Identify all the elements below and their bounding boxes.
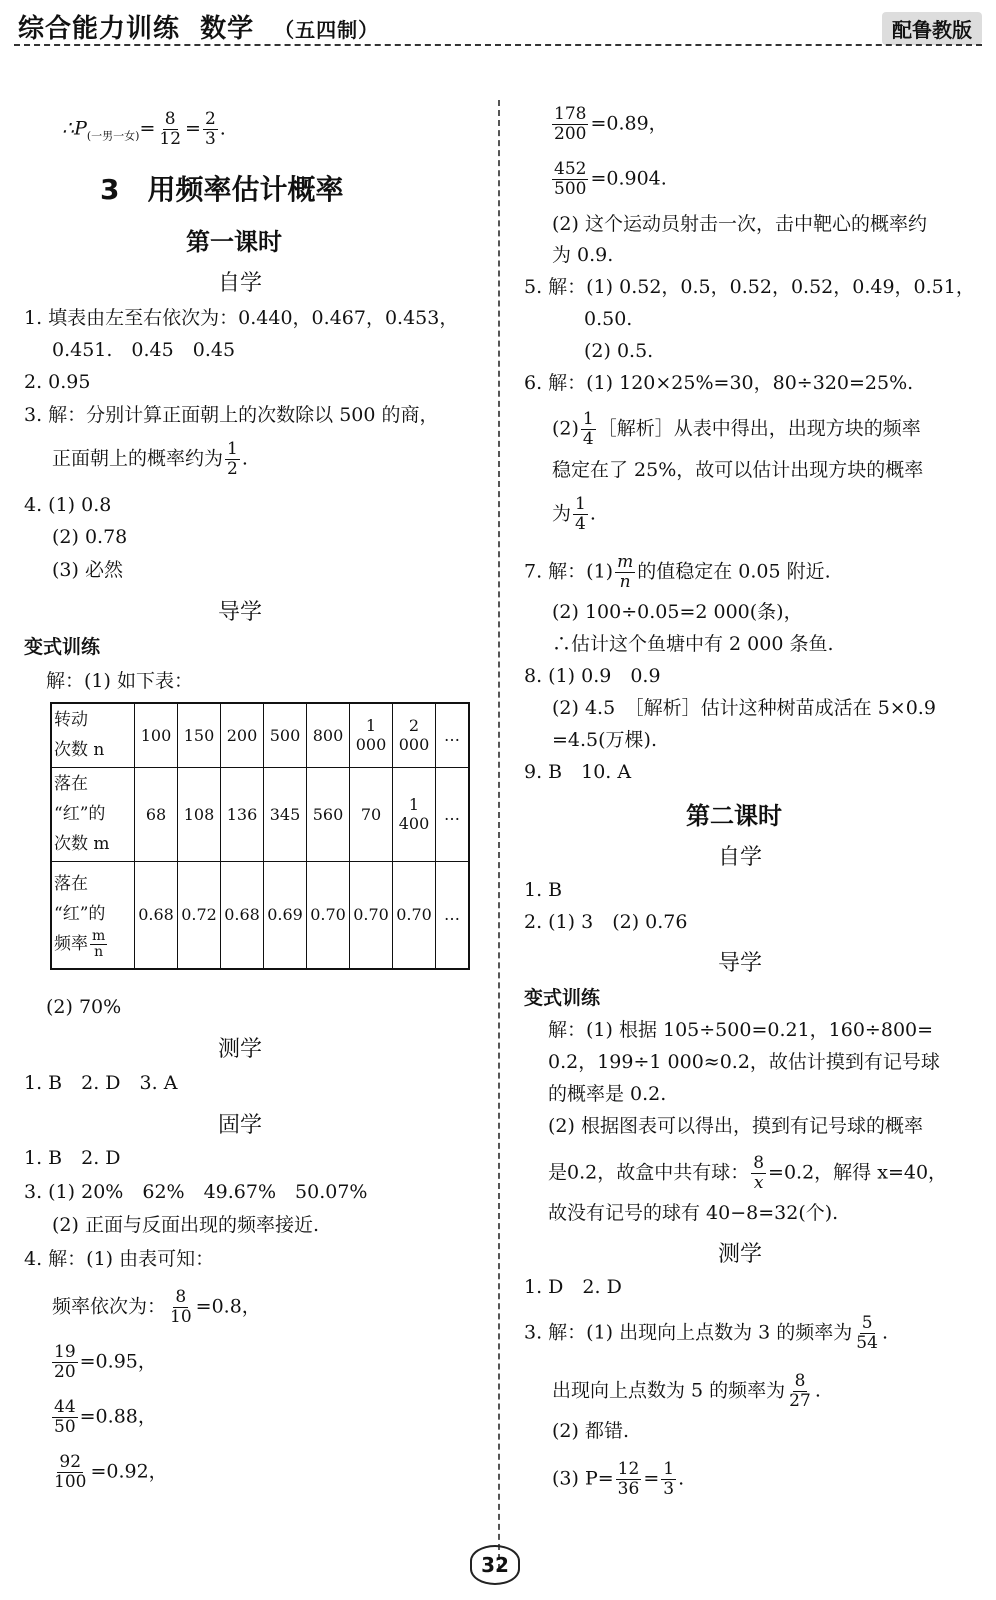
answer-line: 6. 解：(1) 120×25%=30，80÷320=25%. [524, 372, 914, 394]
table-row: 落在 “红”的 频率 $\frac{m}{n}$ 0.68 0.72 0.68 0.69 0.70 0.70 0.70 … [51, 861, 469, 969]
answer-line: (2) 0.5. [584, 340, 654, 362]
answer-line: 为 0.9. [552, 244, 614, 266]
answer-line: 0.451. 0.45 0.45 [52, 339, 236, 361]
column-divider [498, 100, 500, 1570]
answer-line: (2) 正面与反面出现的频率接近. [52, 1214, 319, 1236]
header-divider [14, 44, 982, 46]
answer-line: 为 $\frac{1}{4}$ . [552, 494, 596, 534]
guxue-heading: 固学 [218, 1113, 263, 1138]
answer-line: 1. D 2. D [524, 1276, 622, 1298]
bianshi-heading: 变式训练 [524, 987, 601, 1009]
book-title: 综合能力训练 [18, 14, 181, 44]
answer-line: (2) 100÷0.05=2 000(条)， [552, 601, 803, 623]
answer-line: 4. 解：(1) 由表可知： [24, 1248, 215, 1270]
zixue-heading: 自学 [218, 271, 263, 296]
answer-line: (3) 必然 [52, 559, 123, 581]
cexue-heading: 测学 [218, 1037, 263, 1062]
daoxue-heading: 导学 [218, 600, 263, 625]
answer-line: 1. B 2. D [24, 1147, 121, 1169]
answer-line: $\frac{452}{500}$ =0.904. [554, 159, 667, 199]
answer-line: 4. (1) 0.8 [24, 494, 112, 516]
edition-badge: 配鲁教版 [882, 12, 982, 45]
answer-line: (2) 这个运动员射击一次，击中靶心的概率约 [552, 213, 927, 235]
answer-line: 5. 解：(1) 0.52，0.5，0.52，0.52，0.49，0.51， [524, 276, 975, 298]
answer-line: (2) 都错. [552, 1420, 629, 1442]
answer-line: (2) 0.78 [52, 526, 128, 548]
table-row: 落在 “红”的 次数 m 68 108 136 345 560 70 1 400 … [51, 767, 469, 861]
answer-line: 0.2，199÷1 000≈0.2，故估计摸到有记号球 [548, 1051, 940, 1073]
answer-line: (2) 70% [46, 996, 122, 1018]
answer-line: 2. (1) 3 (2) 0.76 [524, 911, 688, 933]
answer-line: ∴估计这个鱼塘中有 2 000 条鱼. [552, 633, 834, 655]
answer-line: =4.5(万棵). [552, 729, 658, 751]
answer-line: (2) $\frac{1}{4}$ ［解析］从表中得出，出现方块的频率 [552, 409, 921, 449]
answer-line: 频率依次为： $\frac{8}{10}$ =0.8， [52, 1287, 261, 1327]
subject: 数学 [200, 14, 255, 44]
answer-line: 2. 0.95 [24, 371, 91, 393]
answer-line: 正面朝上的概率约为 $\frac{1}{2}$ . [52, 439, 248, 479]
answer-line: (2) 4.5 ［解析］估计这种树苗成活在 5×0.9 [552, 697, 936, 719]
probability-line: $\therefore P_{(一男一女)}=$ $\frac{8}{12}$ = $\frac{2}{3}$ . [62, 109, 226, 149]
lesson-one-title: 第一课时 [186, 228, 282, 256]
cexue-heading: 测学 [718, 1242, 763, 1267]
section-title: 3 用频率估计概率 [100, 173, 344, 206]
edition: （五四制） [274, 18, 380, 42]
answer-line: 3. 解：分别计算正面朝上的次数除以 500 的商， [24, 404, 439, 426]
answer-line: 8. (1) 0.9 0.9 [524, 665, 661, 687]
table-row: 转动 次数 n 100 150 200 500 800 1 000 2 000 … [51, 703, 469, 767]
data-table [50, 702, 470, 970]
answer-line: 是0.2，故盒中共有球： $\frac{8}{x}$ =0.2，解得 x=40， [548, 1153, 948, 1193]
answer-line: 1. B [524, 879, 563, 901]
answer-line: 出现向上点数为 5 的频率为 $\frac{8}{27}$ . [552, 1371, 821, 1411]
answer-line: 解：(1) 如下表： [46, 670, 193, 692]
bianshi-heading: 变式训练 [24, 636, 101, 658]
answer-line: 的概率是 0.2. [548, 1083, 667, 1105]
answer-line: 3. 解：(1) 出现向上点数为 3 的频率为 $\frac{5}{54}$ . [524, 1313, 888, 1353]
answer-line: (2) 根据图表可以得出，摸到有记号球的概率 [548, 1115, 923, 1137]
answer-line: 稳定在了 25%，故可以估计出现方块的概率 [552, 459, 924, 481]
answer-line: 7. 解：(1) $\frac{m}{n}$ 的值稳定在 0.05 附近. [524, 552, 831, 592]
answer-line: 3. (1) 20% 62% 49.67% 50.07% [24, 1181, 368, 1203]
daoxue-heading: 导学 [718, 951, 763, 976]
zixue-heading: 自学 [718, 845, 763, 870]
answer-line: 解：(1) 根据 105÷500=0.21，160÷800= [548, 1019, 934, 1041]
answer-line: $\frac{92}{100}$ =0.92， [54, 1452, 168, 1492]
answer-line: 1. 填表由左至右依次为：0.440，0.467，0.453， [24, 307, 459, 329]
page-header [18, 8, 389, 45]
answer-line: 9. B 10. A [524, 761, 632, 783]
answer-line: 0.50. [584, 308, 633, 330]
answer-line: 故没有记号的球有 40−8=32(个). [548, 1202, 839, 1224]
lesson-two-title: 第二课时 [686, 802, 782, 830]
answer-line: $\frac{44}{50}$ =0.88， [54, 1397, 157, 1437]
answer-line: $\frac{19}{20}$ =0.95， [54, 1342, 157, 1382]
page-number: 32 [470, 1545, 520, 1585]
answer-line: $\frac{178}{200}$ =0.89， [554, 104, 668, 144]
answer-line: (3) P= $\frac{12}{36}$ = $\frac{1}{3}$ . [552, 1459, 685, 1499]
answer-line: 1. B 2. D 3. A [24, 1072, 178, 1094]
